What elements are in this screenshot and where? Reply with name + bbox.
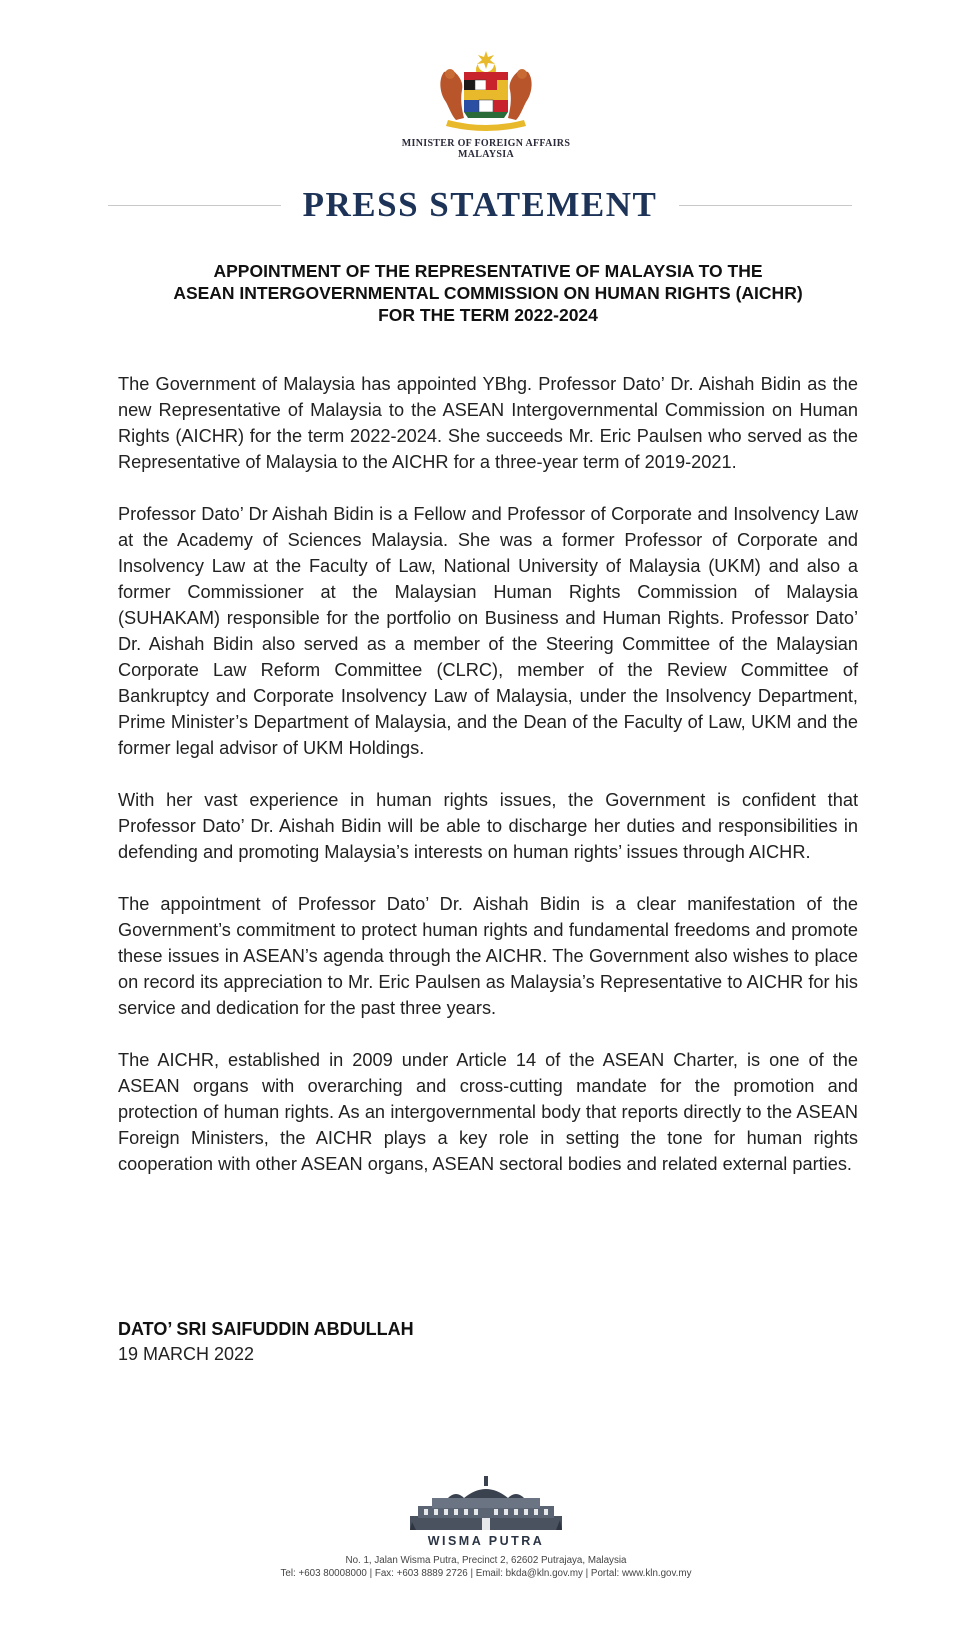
- statement-headline: [118, 260, 858, 326]
- paragraph-2: Professor Dato’ Dr Aishah Bidin is a Fellow and Professor of Corporate and Insolvency Law at the Academy of Sciences Malaysia. She was a former Professor of Corporate and Insolvency Law at the Faculty of Law, National University of Malaysia (UKM) and also a former Commissioner at the Malaysian Human Rights Commission of Malaysia (SUHAKAM) responsible for the portfolio on Business and Human Rights. Professor Dato’ Dr. Aishah Bidin also served as a member of the Steering Committee of the Malaysian Corporate Law Reform Committee (CLRC), member of the Review Committee of Bankruptcy and Corporate Insolvency Law of Malaysia, under the Insolvency Department, Prime Minister’s Department of Malaysia, and the Dean of the Faculty of Law, UKM and the former legal advisor of UKM Holdings.: [118, 504, 858, 758]
- headline-line3: FOR THE TERM 2022-2024: [378, 305, 598, 325]
- headline-line1: APPOINTMENT OF THE REPRESENTATIVE OF MALAYSIA TO THE: [213, 261, 763, 281]
- paragraph-5: The AICHR, established in 2009 under Article 14 of the ASEAN Charter, is one of the ASEAN organs with overarching and cross-cutting mandate for the promotion and protection of human rights. As an intergovernmental body that reports directly to the ASEAN Foreign Ministers, the AICHR plays a key role in setting the tone for human rights cooperation with other ASEAN organs, ASEAN sectoral bodies and related external parties.: [118, 1050, 858, 1174]
- paragraph-1: The Government of Malaysia has appointed YBhg. Professor Dato’ Dr. Aishah Bidin as the new Representative of Malaysia to the ASEAN Intergovernmental Commission on Human Rights (AICHR) for the term 2022-2024. She succeeds Mr. Eric Paulsen who served as the Representative of Malaysia to the AICHR for a three-year term of 2019-2021.: [118, 374, 858, 472]
- statement-body: [118, 371, 858, 1203]
- footer: [0, 1476, 972, 1580]
- wisma-putra-building-icon: [408, 1476, 564, 1532]
- ministry-name-line1: MINISTER OF FOREIGN AFFAIRS: [401, 138, 571, 149]
- statement-date: 19 MARCH 2022: [118, 1344, 255, 1364]
- press-statement-title: PRESS STATEMENT: [302, 185, 658, 224]
- footer-address: No. 1, Jalan Wisma Putra, Precinct 2, 62602 Putrajaya, Malaysia: [345, 1555, 627, 1566]
- signatory-name: DATO’ SRI SAIFUDDIN ABDULLAH: [118, 1319, 414, 1339]
- press-statement-header: [108, 184, 852, 226]
- ministry-name: [0, 138, 972, 160]
- paragraph-4: The appointment of Professor Dato’ Dr. Aishah Bidin is a clear manifestation of the Government’s commitment to protect human rights and fundamental freedoms and promote these issues in ASEAN’s agenda through the AICHR. The Government also wishes to place on record its appreciation to Mr. Eric Paulsen as Malaysia’s Representative to AICHR for his service and dedication for the past three years.: [118, 894, 858, 1018]
- footer-contact: Tel: +603 80008000 | Fax: +603 8889 2726 | Email: bkda@kln.gov.my | Portal: www.kln.gov.my: [280, 1568, 692, 1579]
- right-divider: [679, 205, 852, 206]
- wisma-putra-label: WISMA PUTRA: [427, 1534, 545, 1548]
- paragraph-3: With her vast experience in human rights issues, the Government is confident that Professor Dato’ Dr. Aishah Bidin will be able to discharge her duties and responsibilities in defending and promoting Malaysia’s interests on human rights’ issues through AICHR.: [118, 790, 858, 862]
- left-divider: [108, 205, 281, 206]
- signature-block: [118, 1317, 414, 1367]
- letterhead: [0, 50, 972, 160]
- ministry-name-line2: MALAYSIA: [458, 149, 514, 160]
- headline-line2: ASEAN INTERGOVERNMENTAL COMMISSION ON HUMAN RIGHTS (AICHR): [173, 283, 803, 303]
- malaysia-coat-of-arms-icon: [434, 50, 538, 132]
